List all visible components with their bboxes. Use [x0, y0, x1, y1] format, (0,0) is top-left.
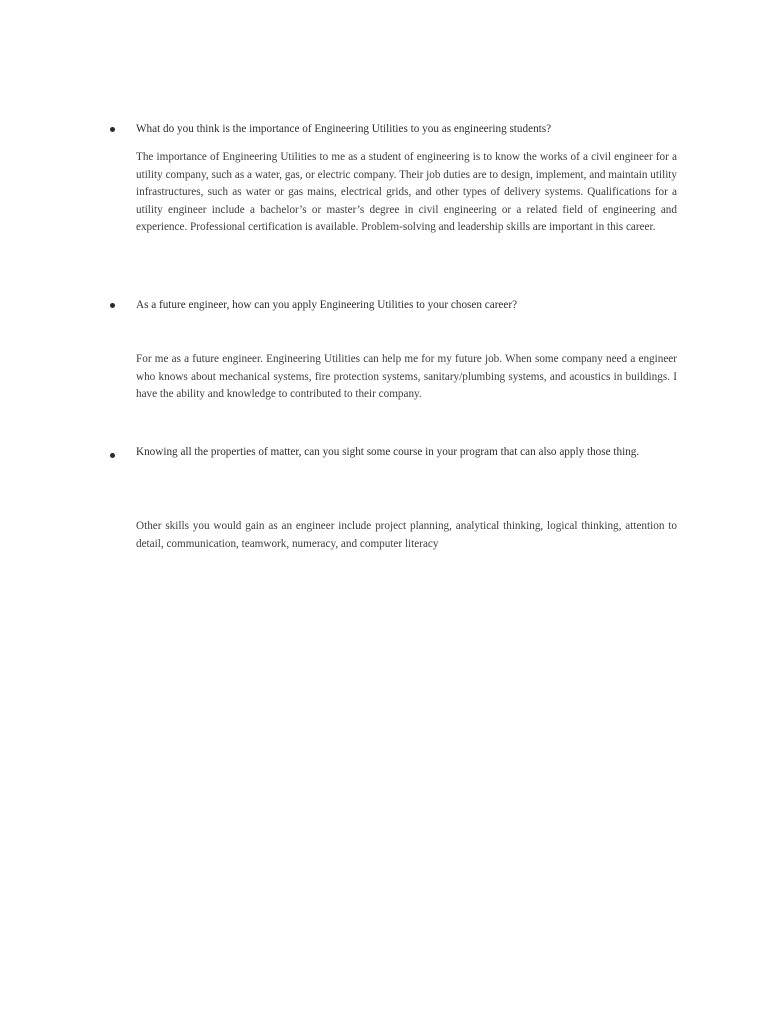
question-3: Knowing all the properties of matter, can you sight some course in your program that can also apply those thing.: [136, 446, 640, 458]
answer-1: The importance of Engineering Utilities to me as a student of engineering is to know the works of a civil engineer for a utility company, such as a water, gas, or electric company. Their job duties are to design, implement, and maintain utility infrastructures, such as water or gas mains, electrical grids, and other types of delivery systems. Qualifications for a utility engineer include a bachelor’s or master’s degree in civil engineering or a related field of engineering and experience. Professional certification is available. Problem-solving and leadership skills are important in this career.: [136, 151, 677, 233]
question-1: What do you think is the importance of Engineering Utilities to you as engineering students?: [136, 123, 552, 135]
bullet-icon: [110, 303, 115, 308]
answer-2: For me as a future engineer. Engineering Utilities can help me for my future job. When some company need a engineer who knows about mechanical systems, fire protection systems, sanitary/plumbing systems, and acoustics in buildings. I have the ability and knowledge to contributed to their company.: [136, 353, 677, 400]
answer-3: Other skills you would gain as an engineer include project planning, analytical thinking, logical thinking, attention to detail, communication, teamwork, numeracy, and computer literacy: [136, 520, 677, 550]
bullet-icon: [110, 453, 115, 458]
question-2: As a future engineer, how can you apply Engineering Utilities to your chosen career?: [136, 299, 518, 311]
bullet-icon: [110, 127, 115, 132]
